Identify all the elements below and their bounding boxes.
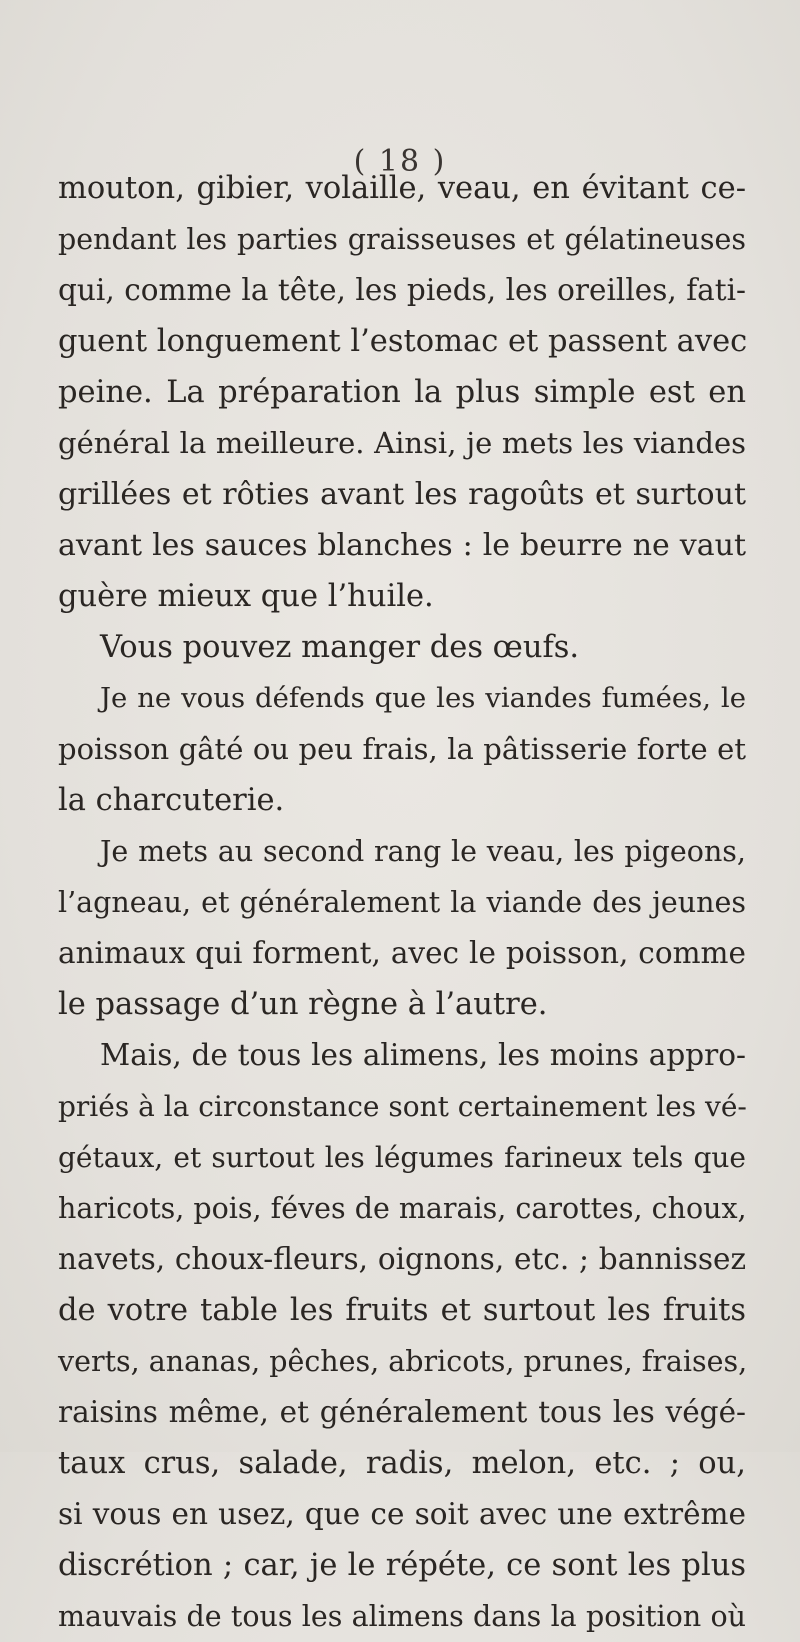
text-line: le passage d’un règne à l’autre. (58, 987, 548, 1022)
text-line: si vous en usez, que ce soit avec une extrême (58, 1497, 746, 1531)
text-line: la charcuterie. (58, 783, 285, 818)
text-line: animaux qui forment, avec le poisson, comme (58, 936, 746, 970)
text-line: gétaux, et surtout les légumes farineux tels que (58, 1141, 746, 1174)
text-line: avant les sauces blanches : le beurre ne vaut (58, 528, 746, 563)
text-line: Vous pouvez manger des œufs. (100, 630, 580, 665)
text-line: discrétion ; car, je le répéte, ce sont les plus (58, 1548, 746, 1583)
text-line: Je mets au second rang le veau, les pigeons, (100, 835, 746, 868)
text-line: pendant les parties graisseuses et gélatineuses (58, 223, 746, 256)
text-line: de votre table les fruits et surtout les fruits (58, 1293, 746, 1328)
text-line: général la meilleure. Ainsi, je mets les viandes (58, 426, 746, 460)
text-line: Mais, de tous les alimens, les moins appro- (100, 1038, 746, 1072)
text-line: priés à la circonstance sont certainement les vé- (58, 1090, 747, 1123)
text-line: haricots, pois, féves de marais, carottes, choux, (58, 1192, 747, 1225)
text-line: mouton, gibier, volaille, veau, en évitant ce- (58, 171, 746, 206)
text-line: navets, choux-fleurs, oignons, etc. ; bannissez (58, 1242, 746, 1276)
text-line: Je ne vous défends que les viandes fumées, le (100, 682, 746, 714)
text-line: raisins même, et généralement tous les végé- (58, 1395, 746, 1429)
text-line: guère mieux que l’huile. (58, 579, 434, 614)
text-line: peine. La préparation la plus simple est en (58, 375, 746, 410)
page-number: ( 18 ) (353, 144, 447, 179)
text-line: mauvais de tous les alimens dans la position où (58, 1600, 746, 1633)
text-line: verts, ananas, pêches, abricots, prunes, fraises, (58, 1345, 748, 1378)
text-line: qui, comme la tête, les pieds, les oreilles, fati- (58, 273, 746, 307)
text-line: poisson gâté ou peu frais, la pâtisserie forte et (58, 732, 746, 766)
text-line: taux crus, salade, radis, melon, etc. ; ou, (58, 1446, 746, 1481)
text-line: grillées et rôties avant les ragoûts et surtout (58, 477, 746, 512)
text-line: guent longuement l’estomac et passent avec (58, 324, 748, 359)
body-text (58, 163, 746, 1642)
text-line: l’agneau, et généralement la viande des jeunes (58, 886, 746, 919)
